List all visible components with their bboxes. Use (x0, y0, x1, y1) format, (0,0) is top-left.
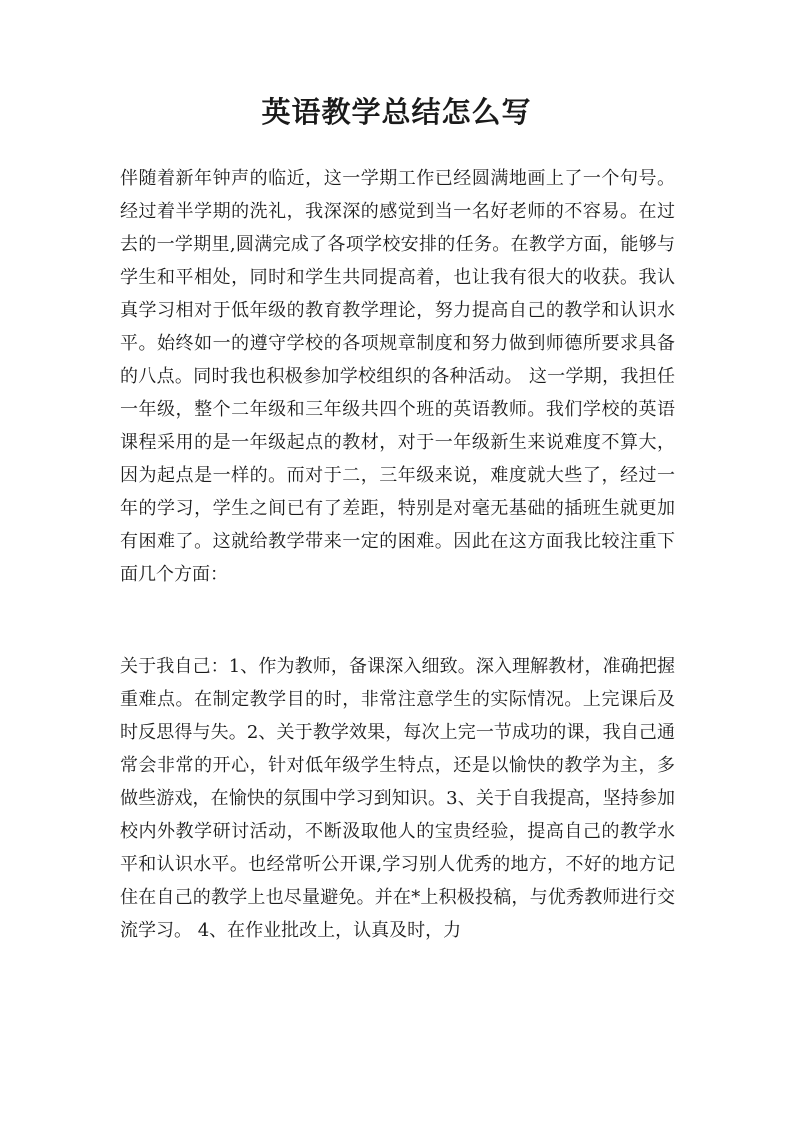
document-title: 英语教学总结怎么写 (261, 95, 532, 129)
paragraph-2: 关于我自己：1、作为教师，备课深入细致。深入理解教材，准确把握重难点。在制定教学目的时，非常注意学生的实际情况。上完课后及时反思得与失。2、关于教学效果，每次上完一节成功的课，我自己通常会非常的开心，针对低年级学生特点，还是以愉快的教学为主，多做些游戏，在愉快的氛围中学习到知识。3、关于自我提高，坚持参加校内外教学研讨活动，不断汲取他人的宝贵经验，提高自己的教学水平和认识水平。也经常听公开课,学习别人优秀的地方，不好的地方记住在自己的教学上也尽量避免。并在*上积极投稿，与优秀教师进行交流学习。 4、在作业批改上，认真及时，力 (120, 656, 675, 941)
paragraph-1: 伴随着新年钟声的临近，这一学期工作已经圆满地画上了一个句号。经过着半学期的洗礼，我深深的感觉到当一名好老师的不容易。在过去的一学期里,圆满完成了各项学校安排的任务。在教学方面，能够与学生和平相处，同时和学生共同提高着，也让我有很大的收获。我认真学习相对于低年级的教育教学理论，努力提高自己的教学和认识水平。始终如一的遵守学校的各项规章制度和努力做到师德所要求具备的八点。同时我也积极参加学校组织的各种活动。 这一学期，我担任一年级，整个二年级和三年级共四个班的英语教师。我们学校的英语课程采用的是一年级起点的教材，对于一年级新生来说难度不算大，因为起点是一样的。而对于二，三年级来说，难度就大些了，经过一年的学习，学生之间已有了差距，特别是对毫无基础的插班生就更加有困难了。这就给教学带来一定的困难。因此在这方面我比较注重下面几个方面： (120, 168, 675, 585)
